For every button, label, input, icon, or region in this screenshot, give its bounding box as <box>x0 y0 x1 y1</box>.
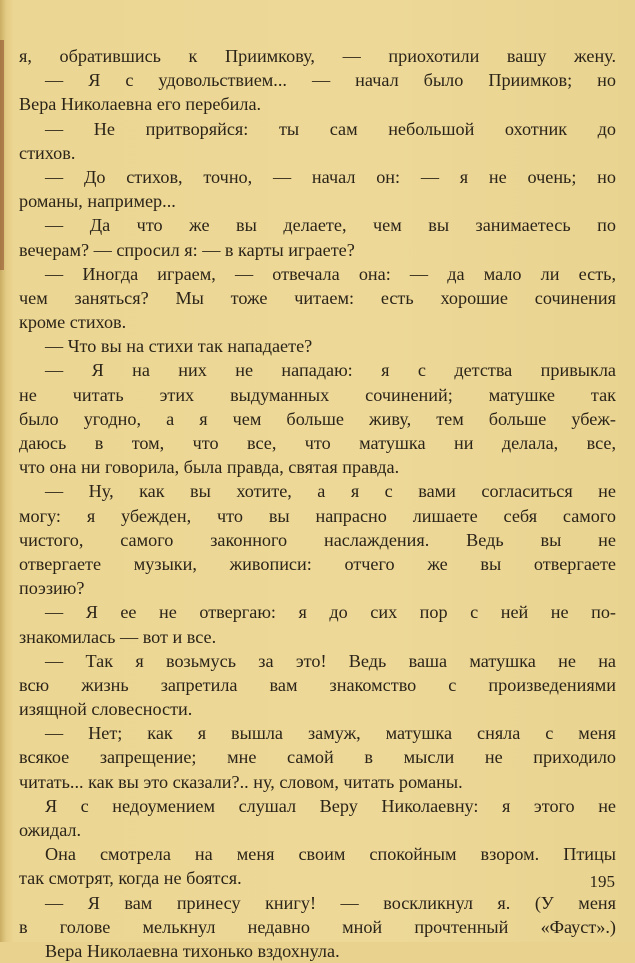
text-line: Она смотрела на меня своим спокойным взором. Птицы <box>45 844 616 865</box>
page-number: 195 <box>589 872 615 891</box>
text-line: — Иногда играем, — отвечала она: — да мало ли есть, <box>45 263 616 284</box>
body-text <box>19 44 616 963</box>
text-line: читать... как вы это сказали?.. ну, словом, читать романы. <box>19 771 463 792</box>
page-edge-shadow <box>0 40 4 270</box>
text-line: что она ни говорила, была правда, святая правда. <box>19 457 400 478</box>
text-line: — Что вы на стихи так нападаете? <box>45 336 313 357</box>
text-line: — До стихов, точно, — начал он: — я не очень; но <box>45 166 616 187</box>
text-line: отвергаете музыки, живописи: отчего же вы отвергаете <box>19 553 616 574</box>
text-line: — Да что же вы делаете, чем вы занимаетесь по <box>45 215 616 236</box>
text-line: поэзию? <box>19 578 85 599</box>
text-line: не читать этих выдуманных сочинений; матушке так <box>19 384 616 405</box>
text-line: вечерам? — спросил я: — в карты играете? <box>19 239 355 260</box>
text-line: чем заняться? Мы тоже читаем: есть хорошие сочинения <box>19 287 616 308</box>
text-line: — Не притворяйся: ты сам небольшой охотник до <box>45 118 616 139</box>
text-line: романы, например... <box>19 191 176 212</box>
text-line: всякое запрещение; мне самой в мысли не приходило <box>19 747 616 768</box>
text-line: изящной словесности. <box>19 699 193 720</box>
text-line: всю жизнь запретила вам знакомство с произведениями <box>19 674 616 695</box>
text-line: — Ну, как вы хотите, а я с вами согласиться не <box>45 481 616 502</box>
text-line: могу: я убежден, что вы напрасно лишаете себя самого <box>19 505 616 526</box>
text-line: ожидал. <box>19 820 82 840</box>
text-line: даюсь в том, что все, что матушка ни делала, все, <box>19 433 616 453</box>
text-line: — Я на них не нападаю: я с детства привыкла <box>45 360 616 381</box>
text-line: — Так я возьмусь за это! Ведь ваша матушка не на <box>45 650 616 671</box>
text-line: знакомилась — вот и все. <box>19 626 217 647</box>
text-line: — Я ее не отвергаю: я до сих пор с ней не по- <box>45 602 616 623</box>
text-line: Вера Николаевна тихонько вздохнула. <box>45 940 340 961</box>
text-line: я, обратившись к Приимкову, — приохотили вашу жену. <box>19 46 616 66</box>
text-line: — Я вам принесу книгу! — воскликнул я. (У меня <box>45 892 616 913</box>
text-line: стихов. <box>19 142 76 163</box>
text-line: чистого, самого законного наслаждения. Ведь вы не <box>19 529 616 550</box>
text-line: в голове мелькнул недавно мной прочтенный «Фауст».) <box>19 916 616 937</box>
text-line: Я с недоумением слушал Веру Николаевну: я этого не <box>45 795 616 816</box>
text-line: так смотрят, когда не боятся. <box>19 868 242 889</box>
text-line: Вера Николаевна его перебила. <box>19 94 262 115</box>
text-line: было угодно, а я чем больше живу, тем больше убеж- <box>19 408 616 429</box>
text-line: — Я с удовольствием... — начал было Приимков; но <box>45 70 616 91</box>
text-line: кроме стихов. <box>19 312 127 333</box>
text-line: — Нет; как я вышла замуж, матушка сняла с меня <box>45 723 616 744</box>
